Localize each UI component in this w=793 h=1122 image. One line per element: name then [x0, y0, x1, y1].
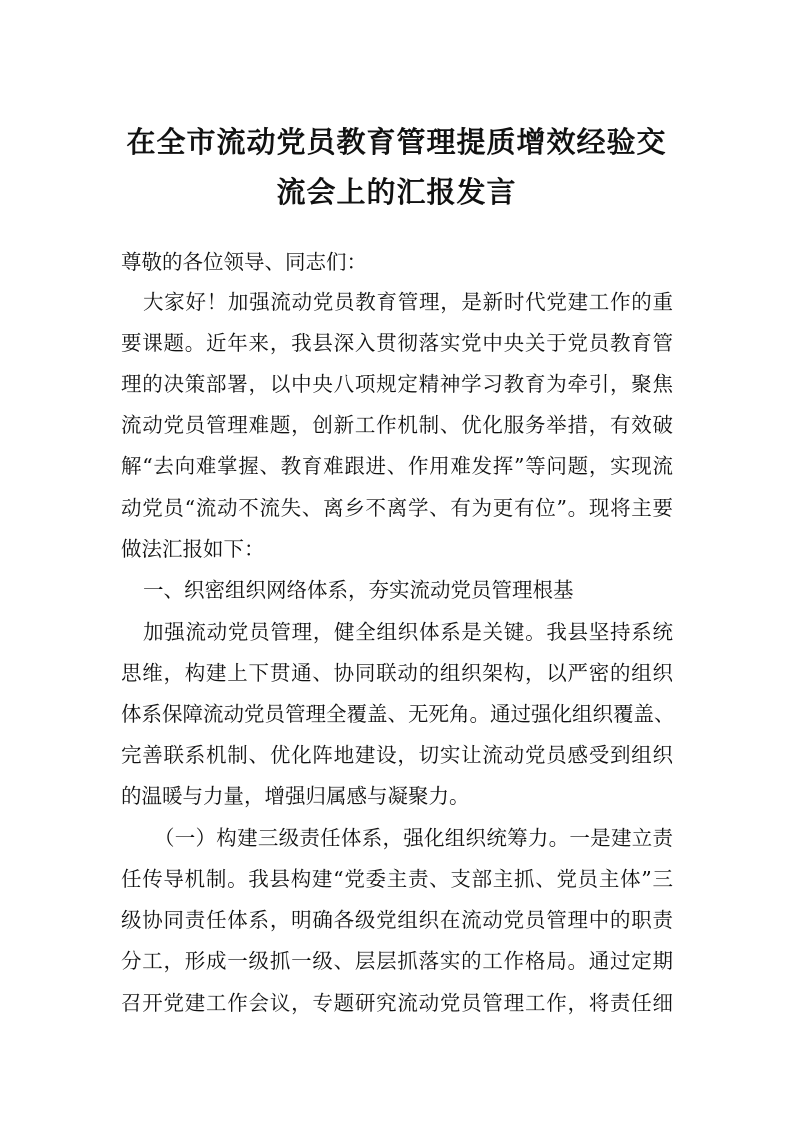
document-title-line-1: 在全市流动党员教育管理提质增效经验交 [126, 125, 667, 159]
paragraph-line: 做法汇报如下： [121, 537, 265, 561]
salutation: 尊敬的各位领导、同志们： [121, 250, 367, 274]
paragraph-line: 要课题。近年来，我县深入贯彻落实党中央关于党员教育管 [121, 331, 673, 355]
paragraph-line: 解“去向难掌握、教育难跟进、作用难发挥”等问题，实现流 [121, 454, 673, 478]
paragraph-line: （一）构建三级责任体系，强化组织统筹力。一是建立责 [154, 826, 673, 850]
paragraph-line: 思维，构建上下贯通、协同联动的组织架构，以严密的组织 [121, 661, 673, 685]
section-heading: 一、织密组织网络体系，夯实流动党员管理根基 [143, 578, 574, 602]
paragraph-line: 任传导机制。我县构建“党委主责、支部主抓、党员主体”三 [121, 867, 673, 891]
paragraph-line: 级协同责任体系，明确各级党组织在流动党员管理中的职责 [121, 908, 673, 932]
paragraph-line: 加强流动党员管理，健全组织体系是关键。我县坚持系统 [143, 620, 673, 644]
paragraph-line: 大家好！加强流动党员教育管理，是新时代党建工作的重 [143, 290, 673, 314]
paragraph-line: 完善联系机制、优化阵地建设，切实让流动党员感受到组织 [121, 743, 673, 767]
paragraph-line: 召开党建工作会议，专题研究流动党员管理工作，将责任细 [121, 991, 673, 1015]
paragraph-line: 流动党员管理难题，创新工作机制、优化服务举措，有效破 [121, 413, 673, 437]
paragraph-line: 理的决策部署，以中央八项规定精神学习教育为牵引，聚焦 [121, 372, 673, 396]
document-title-line-2: 流会上的汇报发言 [276, 175, 517, 209]
paragraph-line: 分工，形成一级抓一级、层层抓落实的工作格局。通过定期 [121, 949, 673, 973]
paragraph-line: 体系保障流动党员管理全覆盖、无死角。通过强化组织覆盖、 [121, 702, 675, 726]
paragraph-line: 动党员“流动不流失、离乡不离学、有为更有位”。现将主要 [121, 496, 673, 520]
paragraph-line: 的温暖与力量，增强归属感与凝聚力。 [121, 784, 470, 808]
